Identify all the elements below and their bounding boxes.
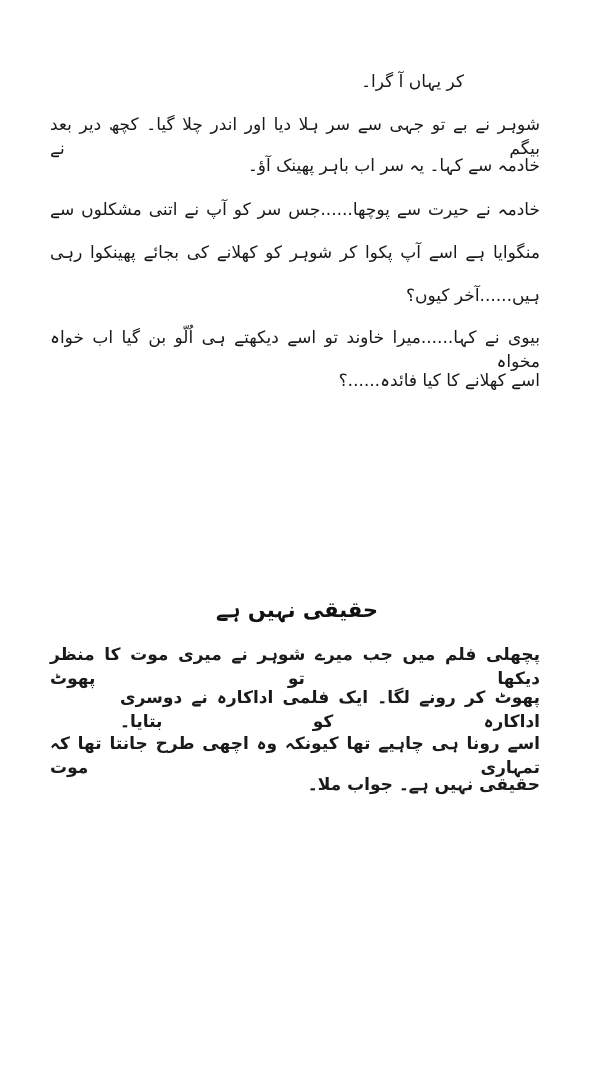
story2-line-1: پچھلی فلم میں جب میرے شوہر نے میری موت کا منظر دیکھا تو پھوٹ xyxy=(50,645,540,689)
story1-line-6: ہیں......آخر کیوں؟ xyxy=(406,286,540,306)
story1-line-3: خادمہ سے کہا۔ یہ سر اب باہر پھینک آؤ۔ xyxy=(247,156,540,176)
story2-title: حقیقی نہیں ہے xyxy=(215,598,379,622)
story1-line-2: شوہر نے بے تو جہی سے سر ہلا دیا اور اندر چلا گیا۔ کچھ دیر بعد بیگم نے xyxy=(50,115,540,159)
story2-line-2: پھوٹ کر رونے لگا۔ ایک فلمی اداکارہ نے دوسری اداکارہ کو بتایا۔ xyxy=(120,688,540,732)
story1-line-5: منگوایا ہے اسے آپ پکوا کر شوہر کو کھلانے کی بجائے پھینکوا رہی xyxy=(50,243,540,263)
story1-line-7: بیوی نے کہا......میرا خاوند تو اسے دیکھتے ہی اُلّو بن گیا اب خواہ مخواہ xyxy=(50,328,540,372)
story1-line-4: خادمہ نے حیرت سے پوچھا......جس سر کو آپ نے اتنی مشکلوں سے xyxy=(50,200,540,220)
story1-line-1: کر یہاں آ گرا۔ xyxy=(361,72,464,92)
story2-line-4: حقیقی نہیں ہے۔ جواب ملا۔ xyxy=(307,775,540,795)
story2-line-3: اسے رونا ہی چاہیے تھا کیونکہ وہ اچھی طرح جانتا تھا کہ تمہاری موت xyxy=(50,734,540,778)
story1-line-8: اسے کھلانے کا کیا فائدہ......؟ xyxy=(338,371,540,391)
